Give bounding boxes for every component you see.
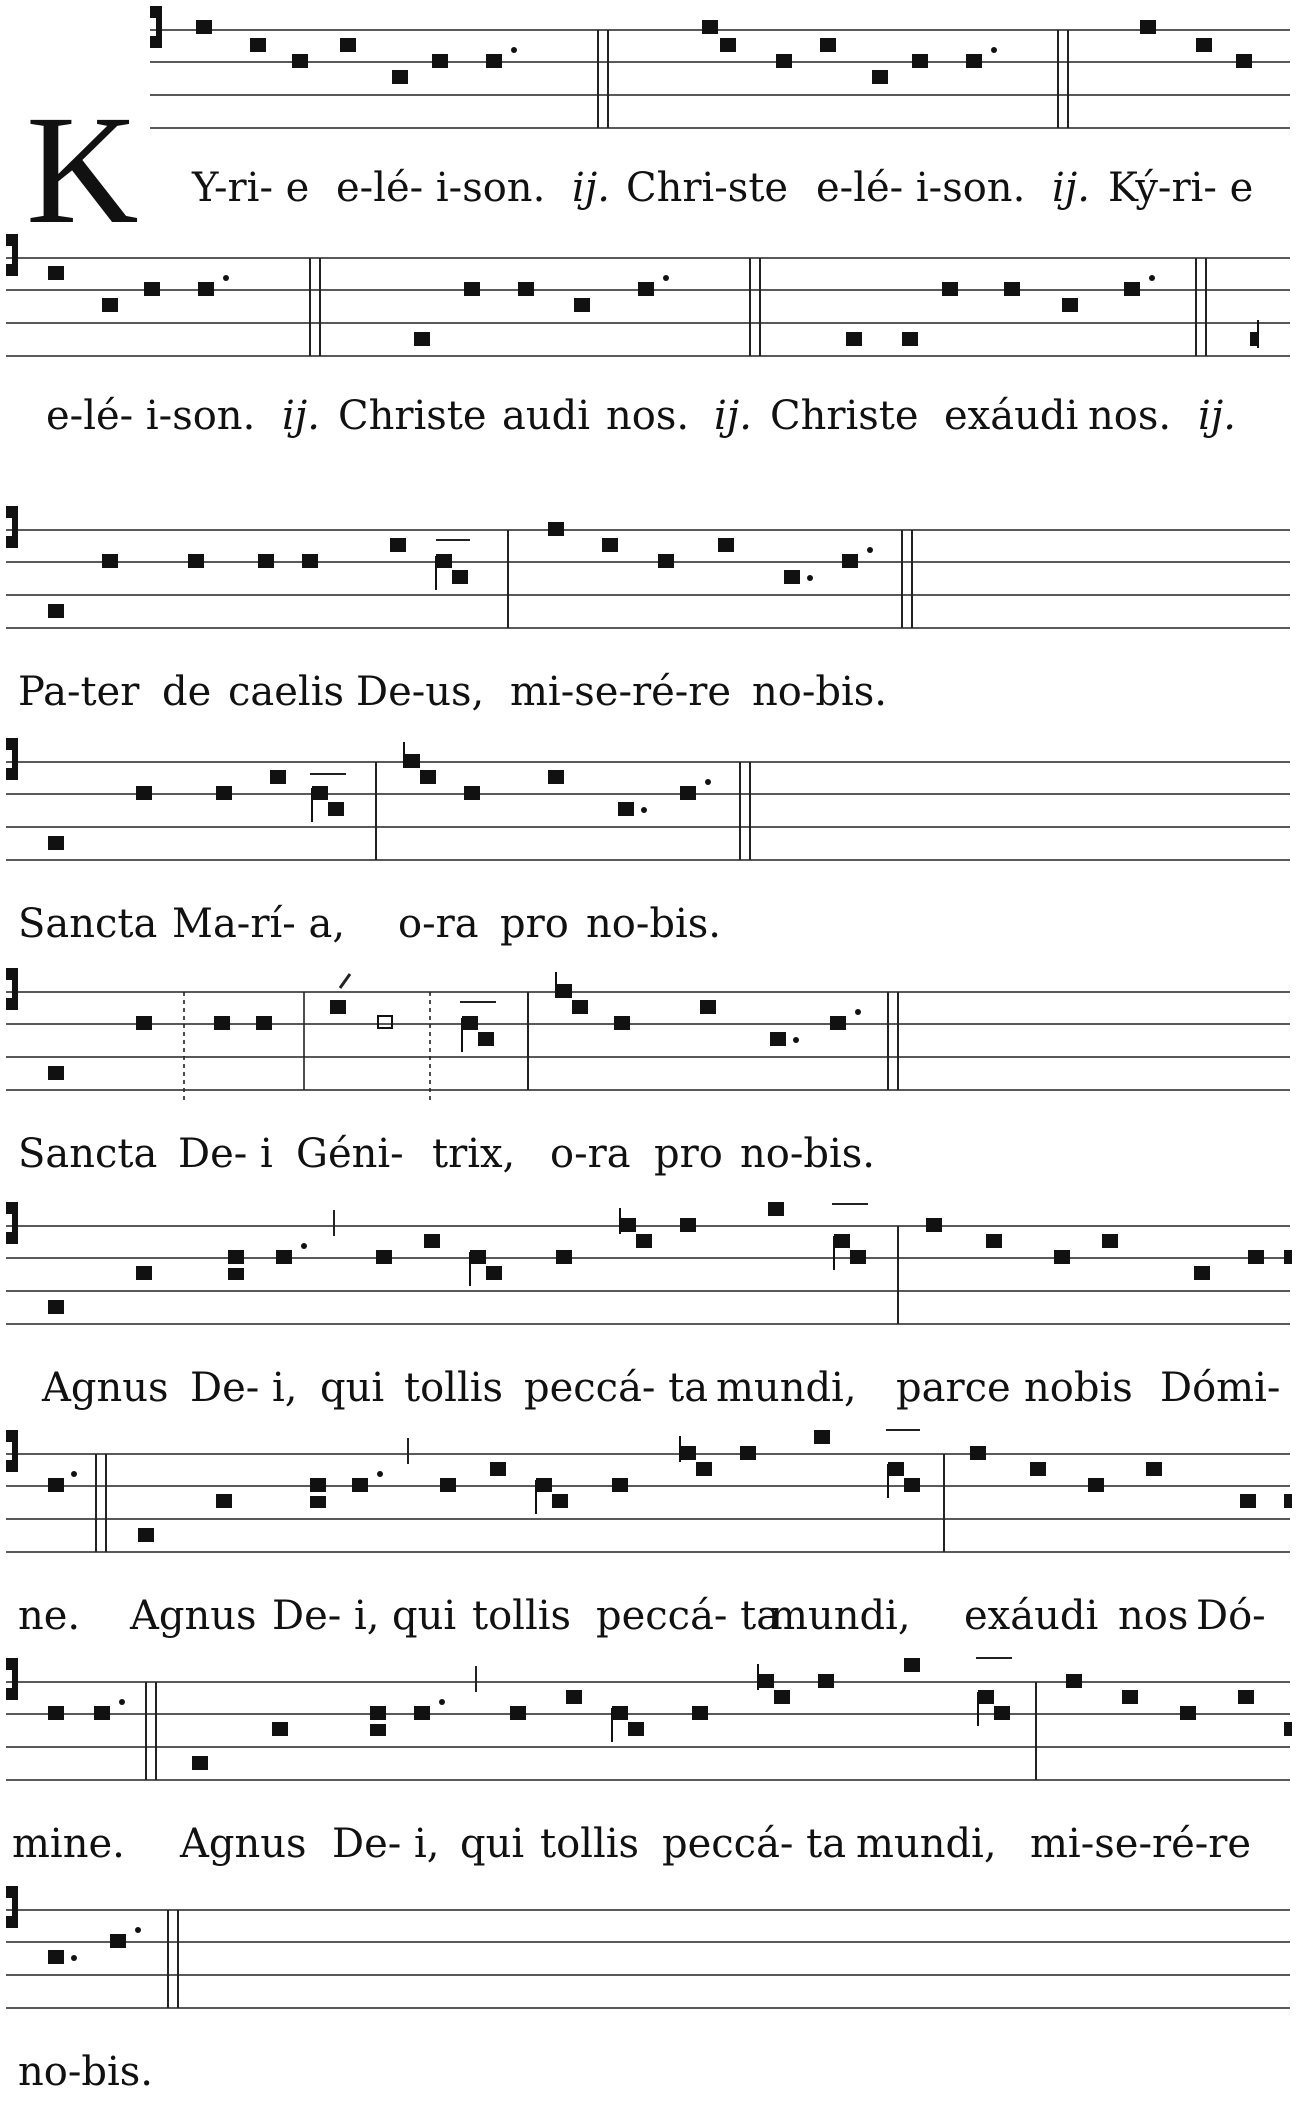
syllable: e-lé- i-son. [46,393,256,439]
c-clef-icon [6,1202,18,1244]
syllable: Agnus [180,1821,307,1867]
syllable: caelis [228,669,345,715]
syllable: Chri-ste [626,165,789,211]
syllable: mundi, [716,1365,857,1411]
syllable: exáudi [964,1593,1099,1639]
syllable: no-bis. [586,901,721,947]
syllable: de [162,669,212,715]
syllable: Dómi- [1160,1365,1281,1411]
drop-cap-initial: K [26,83,139,256]
syllable: o-ra [550,1131,631,1177]
syllable: nos. [606,393,690,439]
syllable: Y-ri- e [192,165,310,211]
staff-7 [0,1424,1296,1564]
lyrics-6 [0,1365,1296,1428]
staff-4 [0,732,1296,872]
lyrics-2 [0,393,1296,456]
lyrics-8 [0,1821,1296,1884]
syllable: Agnus [130,1593,257,1639]
syllable: no-bis. [18,2049,153,2095]
syllable: tollis [472,1593,572,1639]
syllable: pro [500,901,569,947]
syllable: mine. [12,1821,125,1867]
syllable: qui [320,1365,385,1411]
syllable: trix, [432,1131,516,1177]
syllable: audi [502,393,591,439]
syllable: no-bis. [740,1131,875,1177]
lyrics-4 [0,901,1296,964]
syllable: mi-se-ré-re [1030,1821,1252,1867]
syllable: Géni- [296,1131,404,1177]
syllable: Pa-ter [18,669,140,715]
staff-2 [0,228,1296,368]
syllable: Christe [338,393,487,439]
syllable: peccá- ta [524,1365,709,1411]
syllable: De-us, [356,669,485,715]
c-clef-icon [6,738,18,780]
syllable: tollis [404,1365,504,1411]
syllable: nos. [1088,393,1172,439]
syllable: ij. [714,393,752,439]
syllable: nos [1118,1593,1189,1639]
syllable: ij. [572,165,610,211]
lyrics-9 [0,2049,1296,2112]
syllable: exáudi [944,393,1079,439]
syllable: mundi, [856,1821,997,1867]
syllable: ij. [282,393,320,439]
syllable: Agnus [42,1365,169,1411]
syllable: peccá- ta [596,1593,781,1639]
syllable: Sancta [18,1131,158,1177]
syllable: mundi, [770,1593,911,1639]
syllable: Ma-rí- a, [172,901,346,947]
lyrics-3 [0,669,1296,732]
lyrics-7 [0,1593,1296,1656]
syllable: Dó- [1196,1593,1266,1639]
staff-8 [0,1652,1296,1792]
syllable: qui [460,1821,525,1867]
syllable: nobis [1024,1365,1133,1411]
syllable: peccá- ta [662,1821,847,1867]
c-clef-icon [6,968,18,1010]
c-clef-icon [6,1886,18,1928]
syllable: ij. [1198,393,1236,439]
staff-9 [0,1880,1296,2020]
syllable: De- i, [272,1593,380,1639]
staff-6 [0,1196,1296,1336]
syllable: De- i, [332,1821,440,1867]
lyrics-1 [0,165,1296,228]
staff-5 [0,962,1296,1102]
staff-3 [0,500,1296,640]
syllable: e-lé- i-son. [816,165,1026,211]
c-clef-icon [6,234,18,276]
syllable: pro [654,1131,723,1177]
c-clef-icon [150,6,162,48]
lyrics-5 [0,1131,1296,1194]
syllable: Ký-ri- e [1108,165,1254,211]
syllable: qui [392,1593,457,1639]
c-clef-icon [6,1658,18,1700]
syllable: parce [896,1365,1011,1411]
syllable: ij. [1052,165,1090,211]
c-clef-icon [6,506,18,548]
staff-1 [0,0,1296,140]
syllable: De- i, [190,1365,298,1411]
syllable: ne. [18,1593,81,1639]
syllable: o-ra [398,901,479,947]
syllable: De- i [178,1131,273,1177]
c-clef-icon [6,1430,18,1472]
syllable: tollis [540,1821,640,1867]
syllable: mi-se-ré-re [510,669,732,715]
syllable: Christe [770,393,919,439]
syllable: e-lé- i-son. [336,165,546,211]
syllable: no-bis. [752,669,887,715]
syllable: Sancta [18,901,158,947]
